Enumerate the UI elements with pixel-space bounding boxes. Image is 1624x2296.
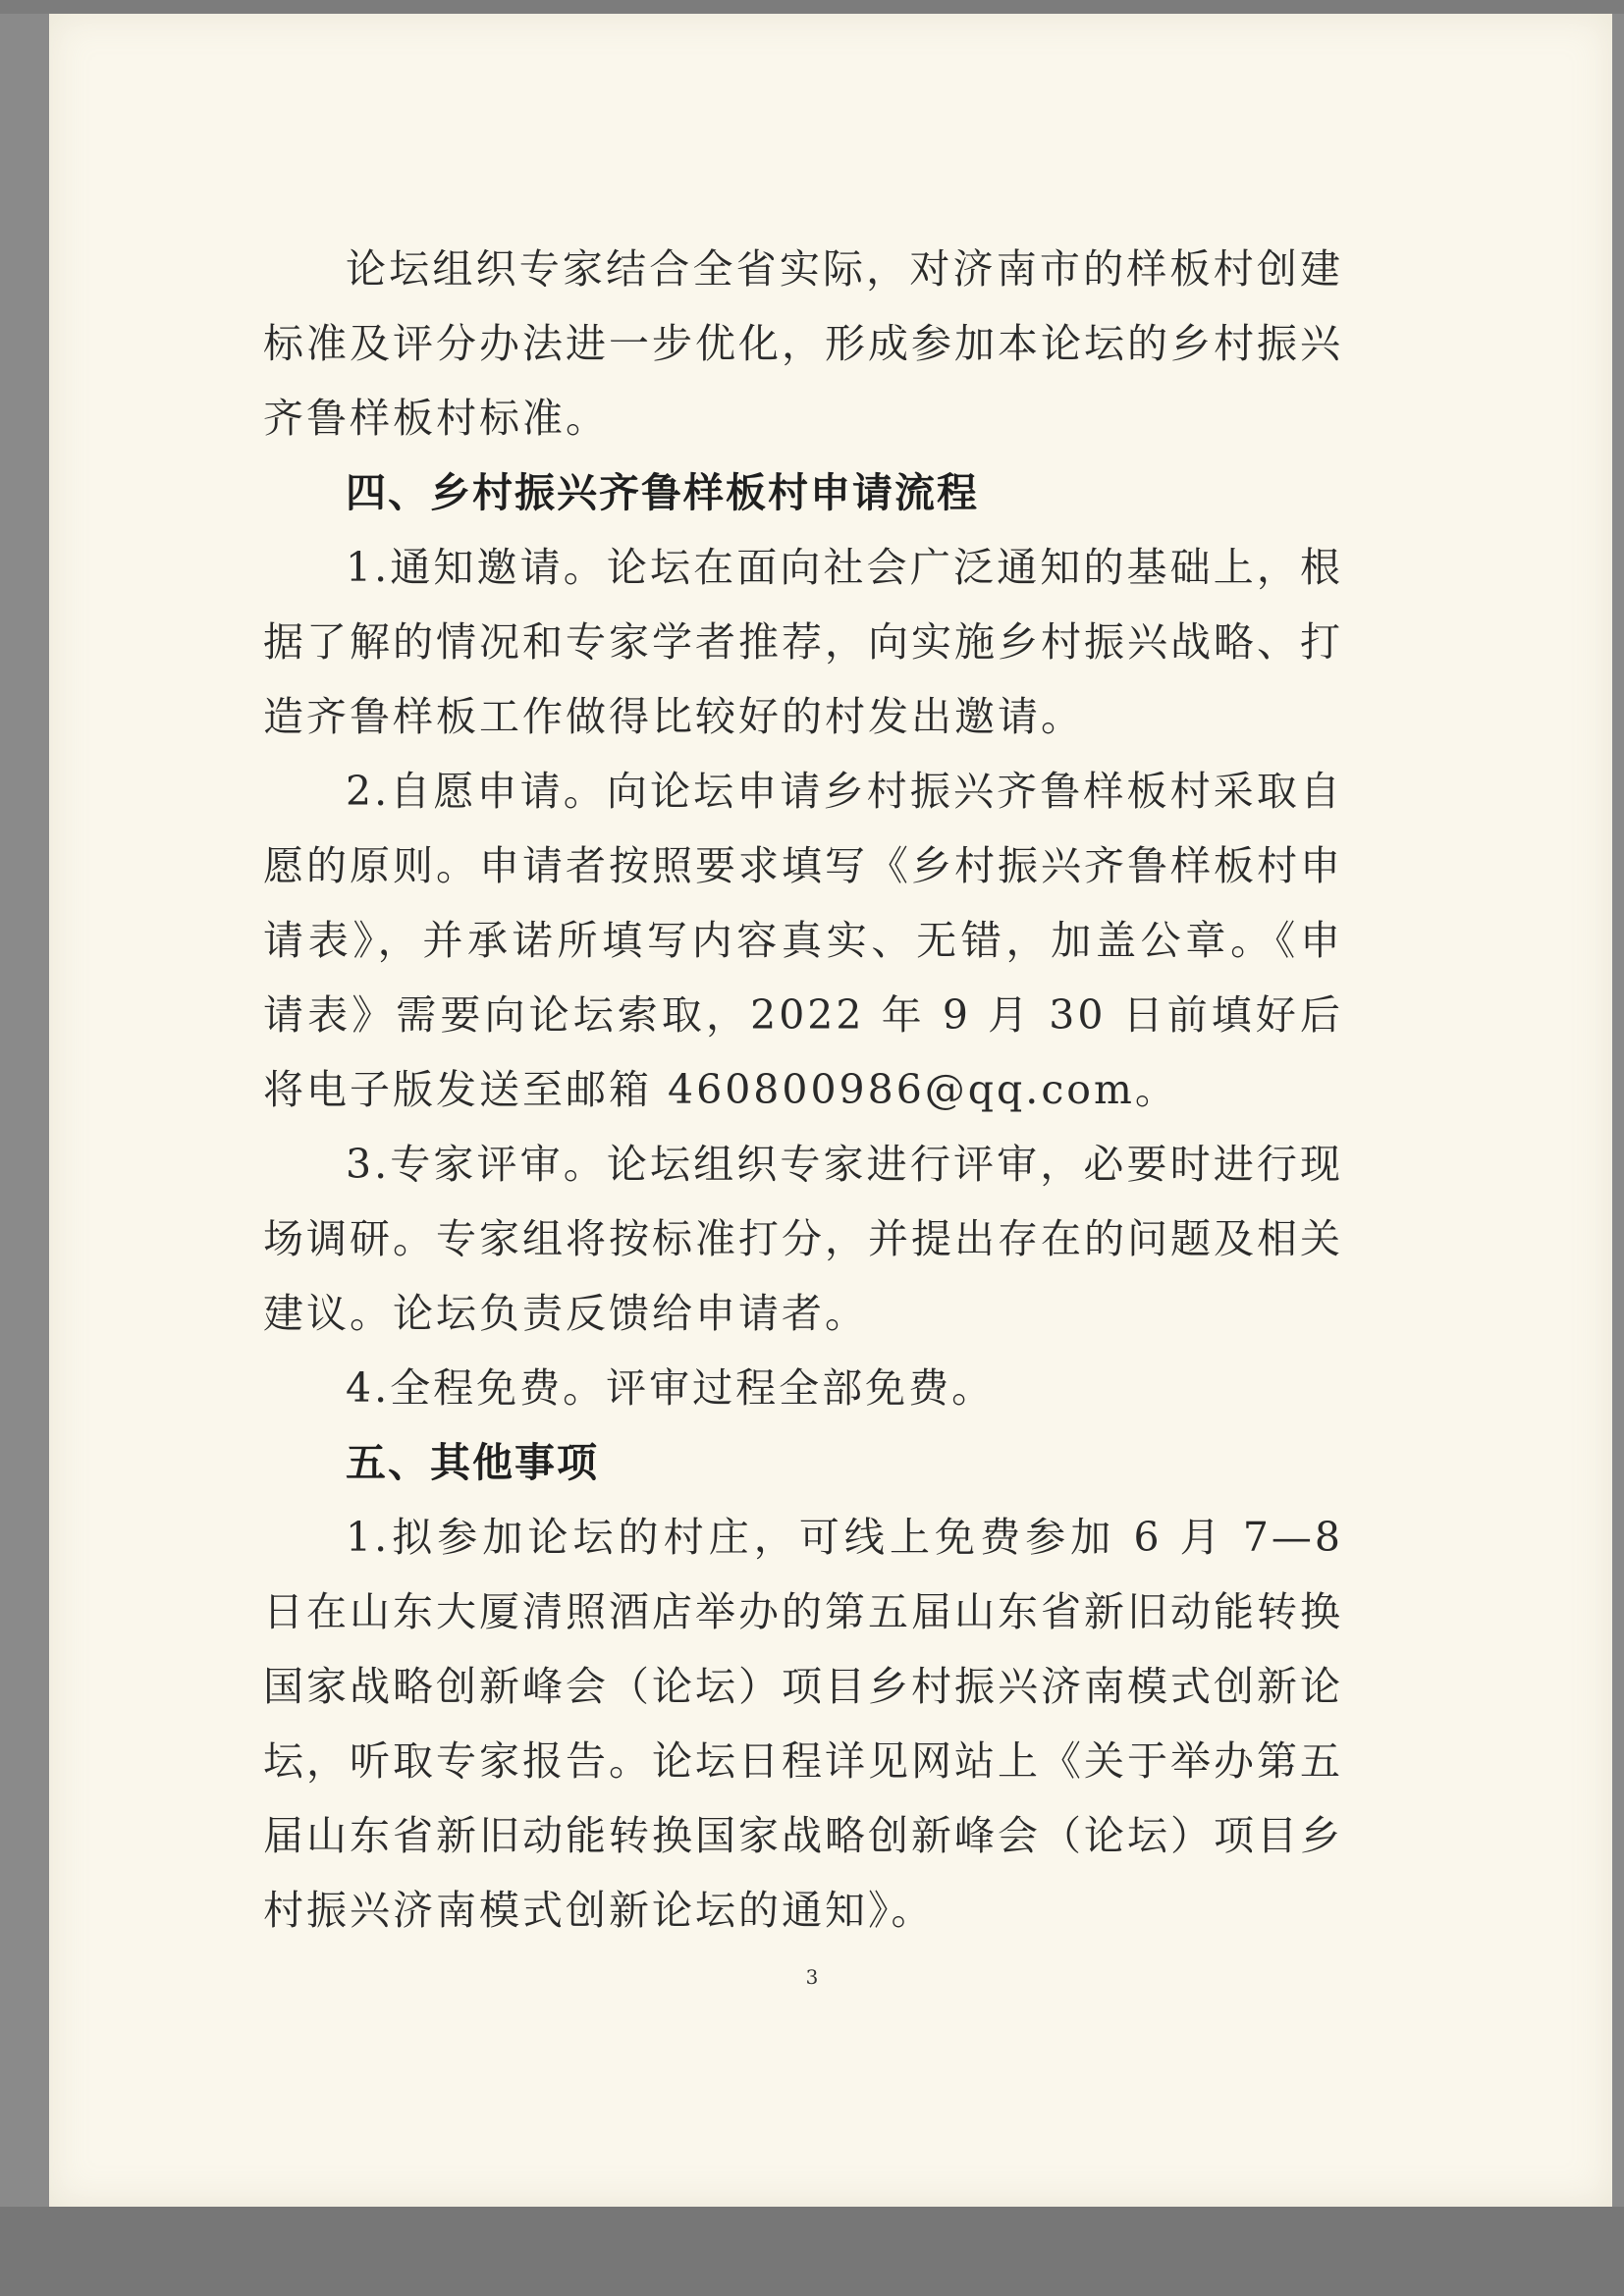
document-body <box>263 232 1343 1948</box>
section-heading-application-process: 四、乡村振兴齐鲁样板村申请流程 <box>346 469 979 516</box>
scan-border-bottom <box>0 2207 1624 2296</box>
paragraph-forum-participation: 1.拟参加论坛的村庄，可线上免费参加 6 月 7—8 日在山东大厦清照酒店举办的第五届山东省新旧动能转换国家战略创新峰会（论坛）项目乡村振兴济南模式创新论坛，听取专家报告。论坛日程详见网站上《关于举办第五届山东省新旧动能转换国家战略创新峰会（论坛）项目乡村振兴济南模式创新论坛的通知》。 <box>263 1514 1343 1934</box>
paragraph-notification-invitation: 1.通知邀请。论坛在面向社会广泛通知的基础上，根据了解的情况和专家学者推荐，向实施乡村振兴战略、打造齐鲁样板工作做得比较好的村发出邀请。 <box>263 544 1343 740</box>
paragraph-voluntary-application: 2.自愿申请。向论坛申请乡村振兴齐鲁样板村采取自愿的原则。申请者按照要求填写《乡村振兴齐鲁样板村申请表》，并承诺所填写内容真实、无错，加盖公章。《申请表》需要向论坛索取，2022 年 9 月 30 日前填好后将电子版发送至邮箱 460800986@qq.com。 <box>263 768 1343 1113</box>
paragraph-free-of-charge: 4.全程免费。评审过程全部免费。 <box>346 1364 996 1412</box>
scan-border-top <box>0 0 1624 14</box>
section-heading-other-matters: 五、其他事项 <box>346 1439 599 1486</box>
page-number: 3 <box>805 1965 819 1989</box>
paragraph-expert-review: 3.专家评审。论坛组织专家进行评审，必要时进行现场调研。专家组将按标准打分，并提出存在的问题及相关建议。论坛负责反馈给申请者。 <box>263 1141 1343 1337</box>
paragraph-standard-optimization: 论坛组织专家结合全省实际，对济南市的样板村创建标准及评分办法进一步优化，形成参加本论坛的乡村振兴齐鲁样板村标准。 <box>263 245 1343 442</box>
